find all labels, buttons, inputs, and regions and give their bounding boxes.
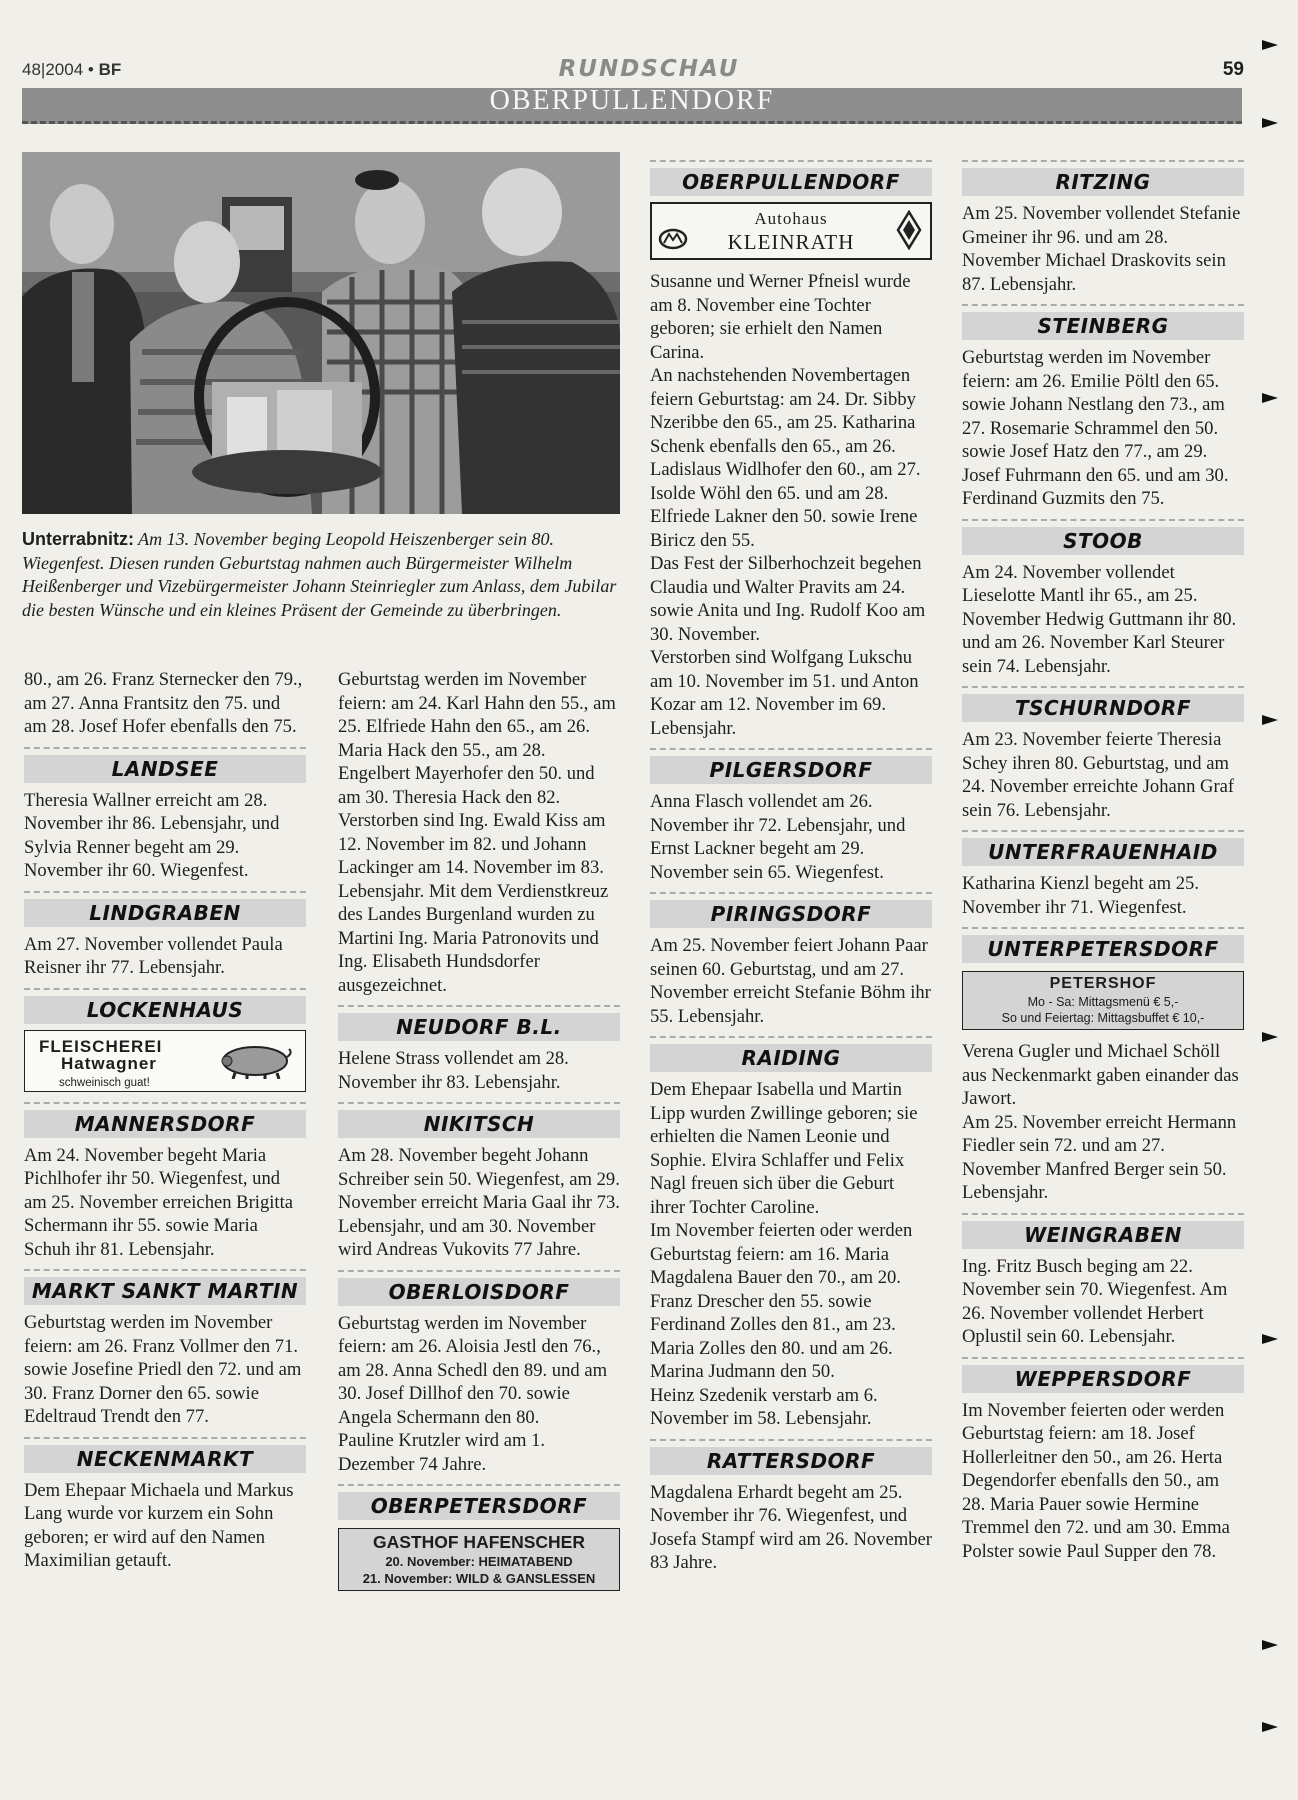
section-heading: MANNERSDORF [24, 1102, 306, 1138]
section-heading: MARKT SANKT MARTIN [24, 1269, 306, 1305]
article-text: Susanne und Werner Pfneisl wurde am 8. November eine Tochter geboren; sie erhielt den Namen Carina. [650, 271, 911, 363]
edge-arrow-icon [1262, 40, 1278, 50]
section-heading: OBERPETERSDORF [338, 1484, 620, 1520]
article-text: An nachstehenden Novembertagen feiern Geburtstag: am 24. Dr. Sibby Nzeribbe den 65., am 25. Katharina Schenk ebenfalls den 65., am 26. Ladislaus Widlhofer den 60., am 27. Isolde Wöhl den 65. und am 28. Elfriede Lakner den 50. sowie Irene Biricz den 55. [650, 365, 921, 551]
ad-line: 20. November: HEIMATABEND [385, 1554, 573, 1569]
article-text: Am 23. November feierte Theresia Schey ihren 80. Geburtstag, und am 24. November erreichte Johann Graf sein 76. Lebensjahr. [962, 729, 1235, 821]
caption-place: Unterrabnitz: [22, 529, 134, 549]
article-text: Magdalena Erhardt begeht am 25. November ihr 76. Wiegenfest, und Josefa Stampf wird am 26. November 83 Jahre. [650, 1481, 932, 1573]
section-heading: LANDSEE [24, 747, 306, 783]
article-text: Katharina Kienzl begeht am 25. November ihr 71. Wiegenfest. [962, 873, 1199, 918]
ad-title: PETERSHOF [1049, 975, 1157, 992]
article-text: Dem Ehepaar Isabella und Martin Lipp wurden Zwillinge geboren; sie erhielten die Namen Leonie und Sophie. Elvira Schlaffer und Felix Nagl freuen sich über die Geburt ihrer Tochter Caroline. [650, 1079, 918, 1218]
article-text: Pauline Krutzler wird am 1. Dezember 74 Jahre. [338, 1430, 546, 1475]
article-text: Geburtstag werden im November feiern: am 26. Aloisia Jestl den 76., am 28. Anna Schedl den 89. und am 30. Josef Dillhof den 70. sowie Angela Schermann den 80. [338, 1312, 608, 1428]
ad-slogan: schweinisch guat! [59, 1076, 150, 1089]
section-heading: LINDGRABEN [24, 891, 306, 927]
column-1 [24, 668, 306, 1573]
section-heading: NECKENMARKT [24, 1437, 306, 1473]
photo-caption [22, 528, 620, 622]
advertisement-autohaus [650, 202, 932, 260]
section-heading: STOOB [962, 519, 1244, 555]
rubric-title: RUNDSCHAU [558, 56, 740, 82]
edge-arrow-icon [1262, 715, 1278, 725]
section-heading: OBERLOISDORF [338, 1270, 620, 1306]
car-brand-logo-icon [896, 210, 922, 250]
column-2 [338, 668, 620, 1601]
section-heading: PILGERSDORF [650, 748, 932, 784]
caption-text: Am 13. November beging Leopold Heiszenberger sein 80. Wiegenfest. Diesen runden Geburtstag nahmen auch Bürgermeister Wilhelm Heißenberger und Vizebürgermeister Johann Steinriegler zum Anlass, dem Jubilar die besten Wünsche und ein kleines Präsent der Gemeinde zu überbringen. [22, 529, 617, 620]
ad-line: Mo - Sa: Mittagsmenü € 5,- [1027, 995, 1179, 1009]
article-text: Verstorben sind Wolfgang Lukschu am 10. November im 51. und Anton Kozar am 12. November im 69. Lebensjahr. [650, 647, 919, 739]
article-text: Ing. Fritz Busch beging am 22. November sein 70. Wiegenfest. Am 26. November vollendet Herbert Oplustil sein 60. Lebensjahr. [962, 1255, 1228, 1347]
section-heading: NIKITSCH [338, 1102, 620, 1138]
region-title: OBERPULLENDORF [489, 85, 775, 116]
section-heading: WEPPERSDORF [962, 1357, 1244, 1393]
advertisement-gasthof [338, 1528, 620, 1591]
article-text: Am 24. November vollendet Lieselotte Mantl ihr 65., am 25. November Hedwig Guttmann ihr 80. und am 26. November Karl Steurer sein 74. Lebensjahr. [962, 561, 1237, 677]
article-text: Helene Strass vollendet am 28. November ihr 83. Lebensjahr. [338, 1048, 569, 1093]
car-brand-logo-icon [658, 228, 688, 250]
section-heading: UNTERPETERSDORF [962, 927, 1244, 963]
section-heading: UNTERFRAUENHAID [962, 830, 1244, 866]
article-text: Im November feierten oder werden Geburtstag feiern: am 18. Josef Hollerleitner den 50., am 26. Herta Degendorfer ebenfalls den 50., am 28. Maria Pauer sowie Hermine Tremmel den 72. und am 30. Emma Polster sowie Paul Supper den 78. [962, 1399, 1230, 1562]
article-text: Anna Flasch vollendet am 26. November ihr 72. Lebensjahr, und Ernst Lackner begeht am 29. November sein 65. Wiegenfest. [650, 791, 906, 883]
section-heading: OBERPULLENDORF [650, 160, 932, 196]
article-text: Am 25. November feiert Johann Paar seinen 60. Geburtstag, und am 27. November erreicht Stefanie Böhm ihr 55. Lebensjahr. [650, 935, 931, 1027]
section-heading: LOCKENHAUS [24, 988, 306, 1024]
edge-arrow-icon [1262, 1640, 1278, 1650]
article-text: Theresia Wallner erreicht am 28. November ihr 86. Lebensjahr, und Sylvia Renner begeht am 29. November ihr 60. Wiegenfest. [24, 789, 280, 881]
article-text: Geburtstag werden im November feiern: am 26. Franz Vollmer den 71. sowie Josefine Priedl den 72. und am 30. Franz Dorner den 65. sowie Edeltraud Trendt den 77. [24, 1312, 302, 1427]
article-text: Am 24. November begeht Maria Pichlhofer ihr 50. Wiegenfest, und am 25. November erreichen Brigitta Schermann ihr 55. sowie Maria Schuh ihr 81. Lebensjahr. [24, 1144, 293, 1260]
ad-name: Hatwagner [61, 1053, 157, 1073]
section-heading: STEINBERG [962, 304, 1244, 340]
article-text: 80., am 26. Franz Sternecker den 79., am 27. Anna Frantsitz den 75. und am 28. Josef Hofer ebenfalls den 75. [24, 669, 303, 737]
section-heading: NEUDORF B.L. [338, 1005, 620, 1041]
brand-label: BF [98, 60, 122, 79]
pig-icon [217, 1041, 293, 1079]
edge-arrow-icon [1262, 393, 1278, 403]
article-text: Verena Gugler und Michael Schöll aus Neckenmarkt gaben einander das Jawort. [962, 1041, 1239, 1109]
ad-title: Autohaus [754, 209, 828, 228]
edge-arrow-icon [1262, 1032, 1278, 1042]
edge-arrow-icon [1262, 1334, 1278, 1344]
article-text: Dem Ehepaar Michaela und Markus Lang wurde vor kurzem ein Sohn geboren; er wird auf den Namen Maximilian getauft. [24, 1479, 294, 1571]
section-heading: RATTERSDORF [650, 1439, 932, 1475]
article-text: Am 28. November begeht Johann Schreiber sein 50. Wiegenfest, am 29. November erreicht Maria Gaal ihr 73. Lebensjahr, und am 30. November wird Andreas Vukovits 77 Jahre. [338, 1145, 620, 1260]
ad-title: GASTHOF HAFENSCHER [373, 1532, 585, 1552]
column-4 [962, 160, 1244, 1563]
article-text: Das Fest der Silberhochzeit begehen Claudia und Walter Pravits am 24. sowie Anita und Ing. Rudolf Koo am 30. November. [650, 553, 926, 645]
article-text: Im November feierten oder werden Geburtstag feiern: am 16. Maria Magdalena Bauer den 70., am 20. Franz Drescher den 55. sowie Ferdinand Zolles den 81., am 23. Maria Zolles den 80. und am 26. Marina Judmann den 50. [650, 1220, 913, 1382]
ad-line: 21. November: WILD & GANSLESSEN [362, 1571, 596, 1586]
section-heading: TSCHURNDORF [962, 686, 1244, 722]
ad-name: KLEINRATH [727, 230, 855, 254]
page-number: 59 [1222, 59, 1244, 80]
ad-title: FLEISCHEREI [39, 1036, 163, 1056]
section-heading: RAIDING [650, 1036, 932, 1072]
ad-line: So und Feiertag: Mittagsbuffet € 10,- [1001, 1011, 1205, 1025]
edge-arrow-icon [1262, 1722, 1278, 1732]
advertisement-petershof [962, 971, 1244, 1030]
article-text: Am 25. November erreicht Hermann Fiedler sein 72. und am 27. November Manfred Berger sein 50. Lebensjahr. [962, 1111, 1237, 1203]
article-text: Am 25. November vollendet Stefanie Gmeiner ihr 96. und am 28. November Michael Draskovits sein 87. Lebensjahr. [962, 203, 1241, 295]
photo-illustration [22, 152, 620, 514]
article-text: Am 27. November vollendet Paula Reisner ihr 77. Lebensjahr. [24, 933, 283, 978]
issue-number: 48|2004 • [22, 60, 94, 79]
article-text: Geburtstag werden im November feiern: am 26. Emilie Pöltl den 65. sowie Johann Nestlang den 73., am 27. Rosemarie Schrammel den 50. sowie Josef Hatz den 77., am 29. Josef Fuhrmann den 65. und am 30. Ferdinand Guzmits den 75. [962, 347, 1229, 509]
section-heading: PIRINGSDORF [650, 892, 932, 928]
advertisement-fleischerei [24, 1030, 306, 1092]
section-heading: WEINGRABEN [962, 1213, 1244, 1249]
article-text: Geburtstag werden im November feiern: am 24. Karl Hahn den 55., am 25. Elfriede Hahn den 65., am 26. Maria Hack den 55., am 28. Engelbert Mayerhofer den 50. und am 30. Theresia Hack den 82. Verstorben sind Ing. Ewald Kiss am 12. November im 82. und Johann Lackinger am 14. November im 83. Lebensjahr. Mit dem Verdienstkreuz des Landes Burgenland wurden zu Martini Ing. Maria Patronovits und Ing. Elisabeth Hundsdorfer ausgezeichnet. [338, 669, 616, 996]
section-heading: RITZING [962, 160, 1244, 196]
edge-arrow-icon [1262, 118, 1278, 128]
article-text: Heinz Szedenik verstarb am 6. November im 58. Lebensjahr. [650, 1384, 878, 1429]
region-banner [22, 85, 1242, 124]
news-photo [22, 152, 620, 514]
column-3 [650, 160, 932, 1575]
